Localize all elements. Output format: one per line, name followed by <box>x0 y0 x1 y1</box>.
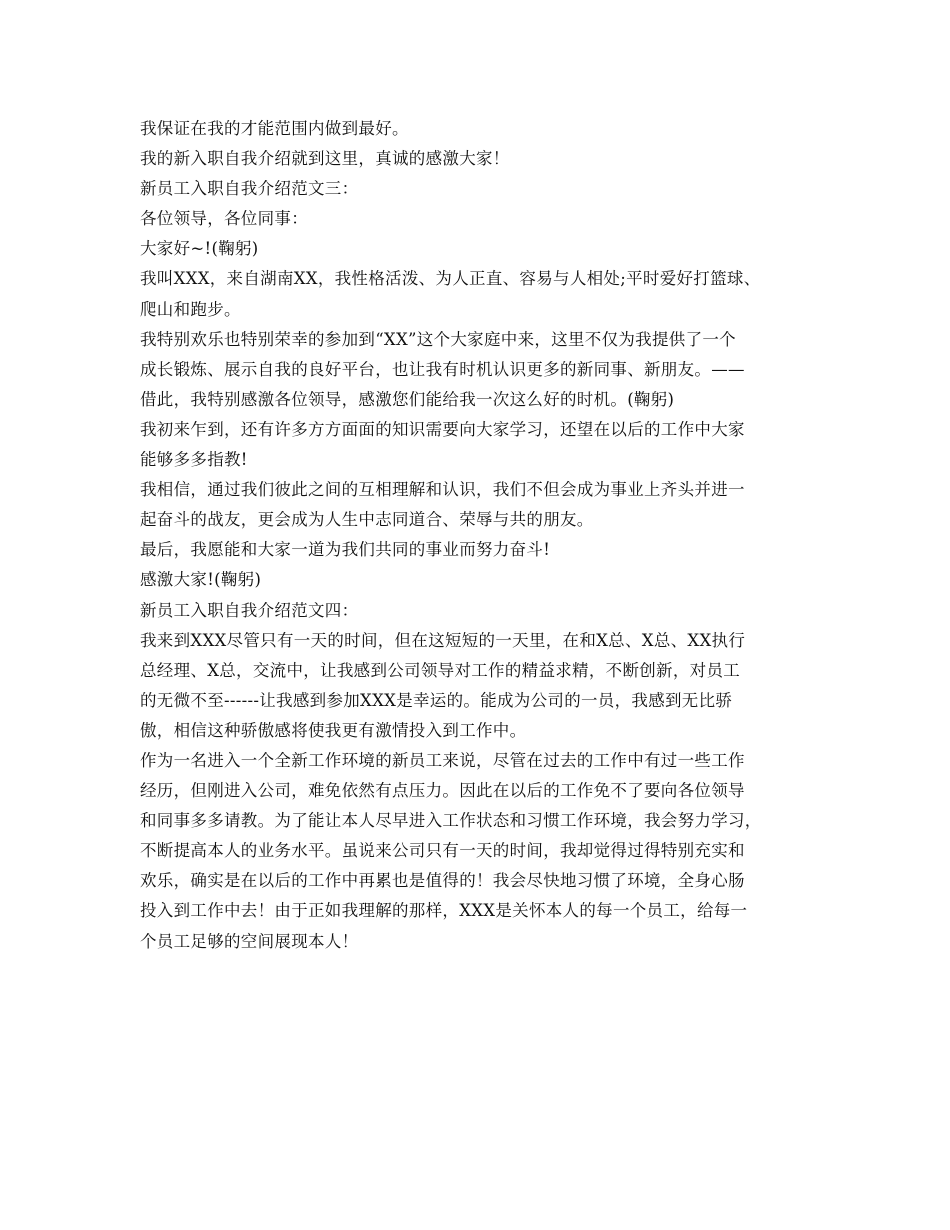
text-line: 我相信，通过我们彼此之间的互相理解和认识，我们不但会成为事业上齐头并进一 <box>140 480 745 500</box>
text-line: 的无微不至------让我感到参加XXX是幸运的。能成为公司的一员，我感到无比骄 <box>140 690 733 710</box>
section-heading: 新员工入职自我介绍范文四： <box>140 600 359 620</box>
text-line: 感激大家!(鞠躬) <box>140 570 262 590</box>
text-line: 不断提高本人的业务水平。虽说来公司只有一天的时间，我却觉得过得特别充实和 <box>140 841 745 861</box>
text-line: 作为一名进入一个全新工作环境的新员工来说，尽管在过去的工作中有过一些工作 <box>140 750 745 770</box>
text-line: 经历，但刚进入公司，难免依然有点压力。因此在以后的工作免不了要向各位领导 <box>140 781 745 801</box>
text-line: 成长锻炼、展示自我的良好平台，也让我有时机认识更多的新同事、新朋友。—— <box>140 359 745 379</box>
text-line: 欢乐，确实是在以后的工作中再累也是值得的！我会尽快地习惯了环境，全身心肠 <box>140 871 745 891</box>
text-line: 我来到XXX尽管只有一天的时间，但在这短短的一天里，在和X总、X总、XX执行 <box>140 630 746 650</box>
text-line: 投入到工作中去！由于正如我理解的那样，XXX是关怀本人的每一个员工，给每一 <box>140 901 748 921</box>
text-line: 我的新入职自我介绍就到这里，真诚的感激大家！ <box>140 149 510 169</box>
section-heading: 新员工入职自我介绍范文三： <box>140 179 359 199</box>
text-line: 我叫XXX，来自湖南XX，我性格活泼、为人正直、容易与人相处;平时爱好打篮球、 <box>140 269 761 289</box>
text-line: 借此，我特别感激各位领导，感激您们能给我一次这么好的时机。(鞠躬) <box>140 389 675 409</box>
text-line: 我初来乍到，还有许多方方面面的知识需要向大家学习，还望在以后的工作中大家 <box>140 419 745 439</box>
text-line: 大家好~!(鞠躬) <box>140 239 259 259</box>
text-line: 最后，我愿能和大家一道为我们共同的事业而努力奋斗! <box>140 540 551 560</box>
text-line: 各位领导，各位同事： <box>140 209 308 229</box>
text-line: 我特别欢乐也特别荣幸的参加到“XX”这个大家庭中来，这里不仅为我提供了一个 <box>140 329 736 349</box>
text-line: 起奋斗的战友，更会成为人生中志同道合、荣辱与共的朋友。 <box>140 510 594 530</box>
text-line: 我保证在我的才能范围内做到最好。 <box>140 119 409 138</box>
text-line: 总经理、X总，交流中，让我感到公司领导对工作的精益求精，不断创新，对员工 <box>140 660 741 680</box>
text-line: 傲，相信这种骄傲感将使我更有激情投入到工作中。 <box>140 720 527 740</box>
text-line: 爬山和跑步。 <box>140 299 241 319</box>
text-line: 能够多多指教! <box>140 450 248 470</box>
text-line: 个员工足够的空间展现本人！ <box>140 931 359 951</box>
document-body <box>140 114 820 957</box>
text-line: 和同事多多请教。为了能让本人尽早进入工作状态和习惯工作环境，我会努力学习， <box>140 811 762 831</box>
